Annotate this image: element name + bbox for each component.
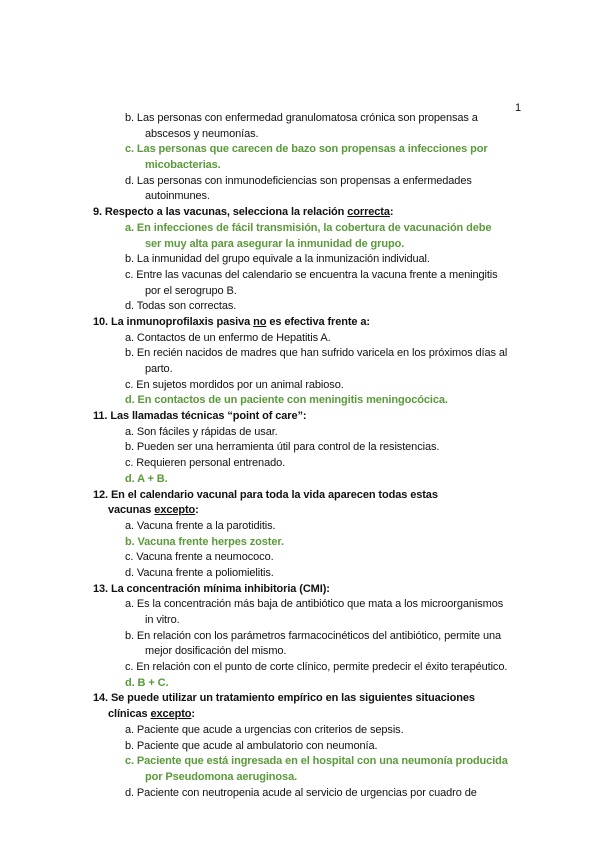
question-text: 14. Se puede utilizar un tratamiento empírico en las siguientes situaciones [93, 692, 475, 705]
answer-option: in vitro. [145, 614, 180, 626]
question-text: vacunas [108, 504, 155, 517]
question-text: 11. Las llamadas técnicas “point of care”: [93, 410, 307, 423]
question-heading [0, 409, 600, 425]
question-heading-continuation [0, 707, 600, 723]
answer-option: b. Pueden ser una herramienta útil para control de la resistencias. [125, 441, 440, 454]
answer-option: b. En relación con los parámetros farmacocinéticos del antibiótico, permite una [125, 629, 502, 642]
correct-answer-option: a. En infecciones de fácil transmisión, la cobertura de vacunación debe [125, 221, 492, 234]
answer-option: parto. [145, 363, 173, 375]
underlined-keyword: correcta [347, 206, 390, 219]
correct-answer-option: c. Paciente que está ingresada en el hospital con una neumonía producida [125, 755, 508, 768]
underlined-keyword: no [253, 315, 267, 328]
question-text: 12. En el calendario vacunal para toda la vida aparecen todas estas [93, 488, 438, 501]
answer-option: d. Vacuna frente a poliomielitis. [125, 566, 274, 579]
correct-answer-option: c. Las personas que carecen de bazo son propensas a infecciones por [125, 143, 488, 156]
answer-option: d. Paciente con neutropenia acude al servicio de urgencias por cuadro de [125, 786, 477, 799]
page-number: 1 [515, 102, 522, 114]
answer-option: d. Las personas con inmunodeficiencias son propensas a enfermedades [125, 174, 472, 187]
question-text-end: es efectiva frente a: [266, 315, 370, 328]
question-heading [0, 488, 600, 504]
question-heading [0, 205, 600, 221]
question-text: 13. La concentración mínima inhibitoria (CMI): [93, 582, 330, 595]
correct-answer-option: d. B + C. [125, 676, 169, 689]
question-text: clínicas [108, 708, 151, 721]
question-heading [0, 691, 600, 707]
answer-option: mejor dosificación del mismo. [145, 645, 287, 658]
answer-option: d. Todas son correctas. [125, 300, 237, 313]
underlined-keyword: excepto [150, 708, 192, 721]
answer-option: c. En relación con el punto de corte clínico, permite predecir el éxito terapéutico. [125, 661, 508, 674]
underlined-keyword: excepto [154, 504, 196, 517]
answer-option: a. Vacuna frente a la parotiditis. [125, 519, 276, 532]
question-heading [0, 315, 600, 331]
answer-option: c. Requieren personal entrenado. [125, 457, 286, 470]
answer-option: por el serogrupo B. [145, 284, 237, 297]
question-text: 10. La inmunoprofilaxis pasiva [93, 315, 254, 328]
answer-option: a. Son fáciles y rápidas de usar. [125, 425, 278, 438]
correct-answer-option: d. A + B. [125, 472, 168, 485]
answer-option: a. Contactos de un enfermo de Hepatitis A. [125, 331, 331, 344]
correct-answer-option: d. En contactos de un paciente con meningitis meningocócica. [125, 394, 448, 407]
question-heading [0, 582, 600, 598]
question-text-end: : [389, 206, 394, 219]
correct-answer-option: b. Vacuna frente herpes zoster. [125, 535, 284, 548]
answer-option: c. Entre las vacunas del calendario se encuentra la vacuna frente a meningitis [125, 268, 498, 281]
answer-option: a. Paciente que acude a urgencias con criterios de sepsis. [125, 723, 404, 736]
answer-option: autoinmunes. [145, 190, 210, 203]
answer-option: b. Las personas con enfermedad granulomatosa crónica son propensas a [125, 112, 478, 124]
question-text: 9. Respecto a las vacunas, selecciona la relación [93, 206, 348, 219]
answer-option: a. Es la concentración más baja de antibiótico que mata a los microorganismos [125, 598, 504, 611]
answer-option: b. Paciente que acude al ambulatorio con neumonía. [125, 739, 378, 752]
answer-option: b. La inmunidad del grupo equivale a la inmunización individual. [125, 253, 430, 266]
question-heading-continuation [0, 503, 600, 519]
question-text-end: : [195, 504, 199, 517]
document-body [0, 111, 600, 801]
answer-option: b. En recién nacidos de madres que han sufrido varicela en los próximos días al [125, 347, 508, 360]
answer-option: c. Vacuna frente a neumococo. [125, 551, 274, 564]
correct-answer-option: micobacterias. [145, 159, 221, 172]
correct-answer-option: ser muy alta para asegurar la inmunidad de grupo. [145, 237, 405, 250]
correct-answer-option: por Pseudomona aeruginosa. [145, 770, 298, 783]
answer-option: c. En sujetos mordidos por un animal rabioso. [125, 378, 344, 391]
question-text-end: : [191, 708, 195, 721]
answer-option: abscesos y neumonías. [145, 127, 259, 140]
